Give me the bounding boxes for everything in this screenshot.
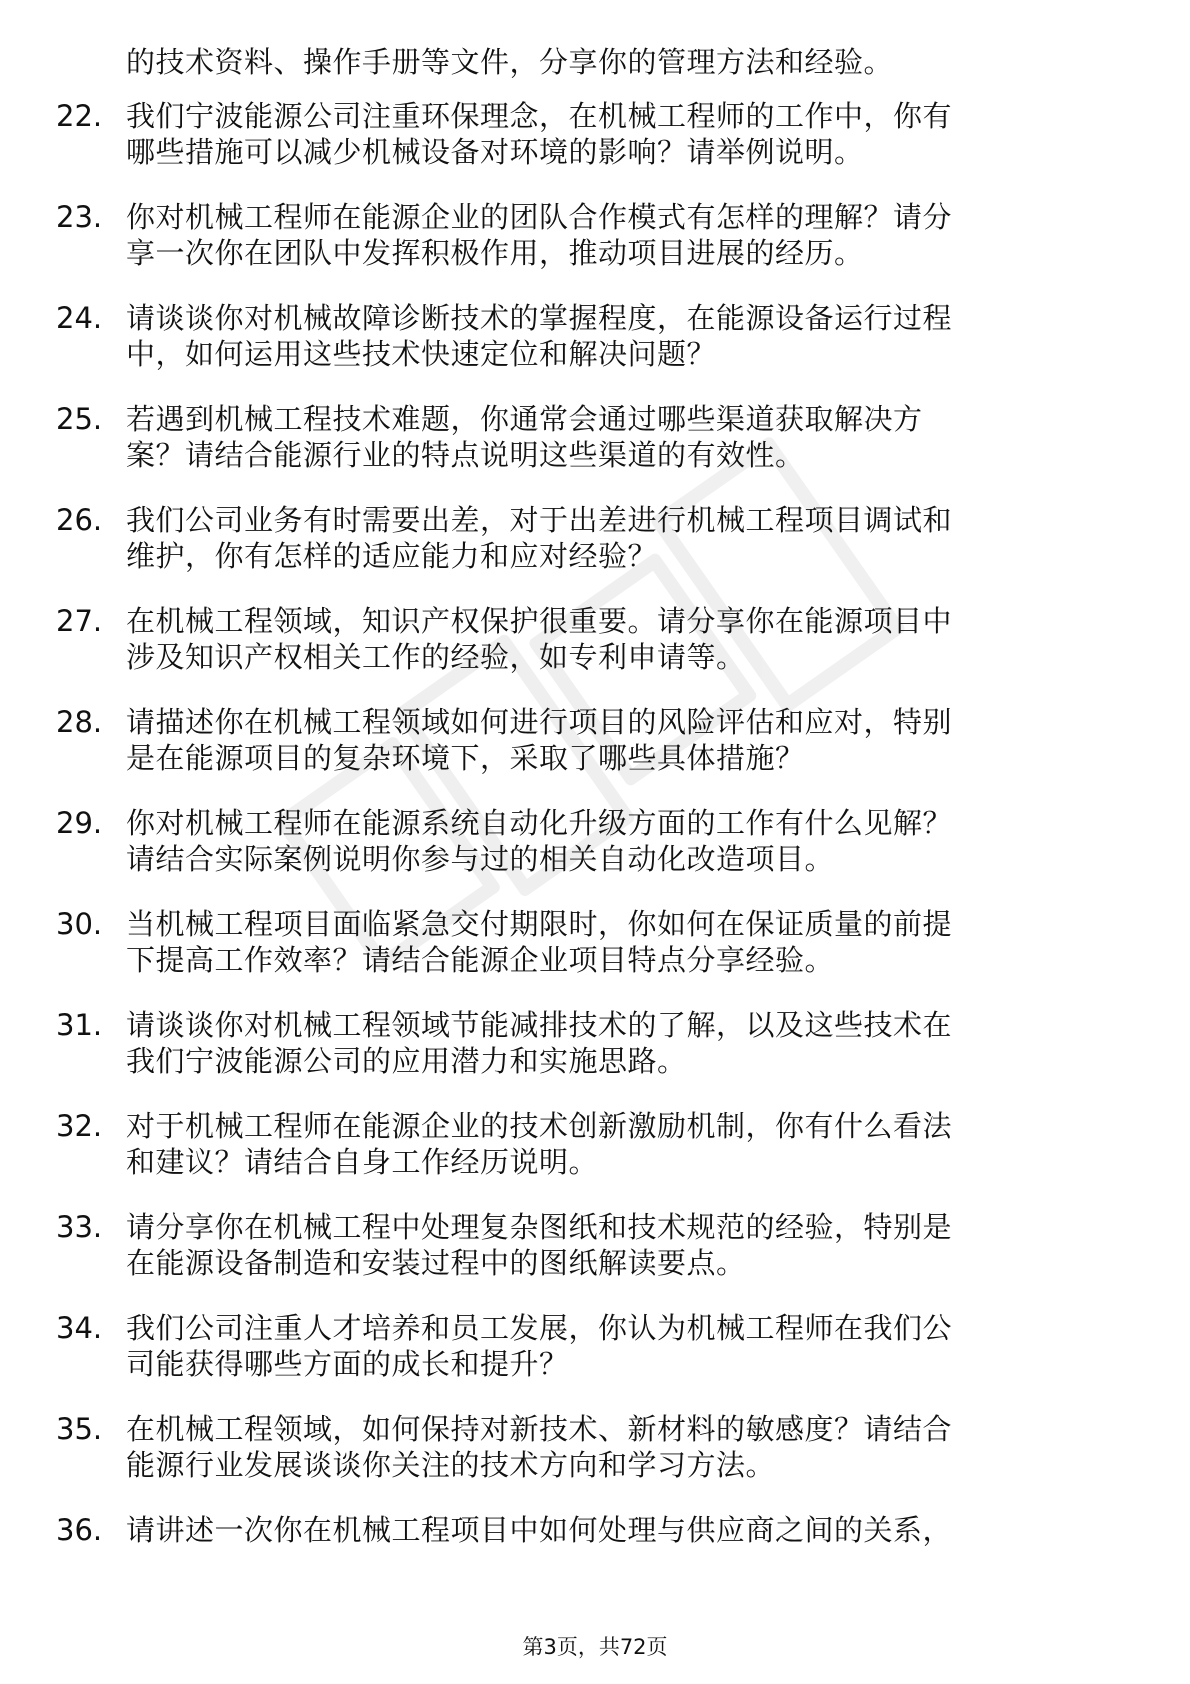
question-text (126, 502, 1106, 574)
question-item (0, 805, 1190, 906)
question-line: 能源行业发展谈谈你关注的技术方向和学习方法。 (126, 1448, 776, 1482)
question-number: 29. (56, 806, 103, 840)
question-text (126, 98, 1106, 170)
question-item (0, 1108, 1190, 1209)
question-line: 你对机械工程师在能源系统自动化升级方面的工作有什么见解？ (126, 806, 953, 840)
question-number: 27. (56, 604, 103, 638)
question-item (0, 1411, 1190, 1512)
question-text (126, 1108, 1106, 1180)
question-list (0, 98, 1190, 1613)
question-number: 31. (56, 1008, 103, 1042)
question-line: 我们宁波能源公司注重环保理念，在机械工程师的工作中，你有 (126, 99, 953, 133)
question-item (0, 502, 1190, 603)
question-number: 26. (56, 503, 103, 537)
question-line: 若遇到机械工程技术难题，你通常会通过哪些渠道获取解决方 (126, 402, 923, 436)
question-text (126, 199, 1106, 271)
question-line: 我们公司注重人才培养和员工发展，你认为机械工程师在我们公 (126, 1311, 953, 1345)
question-item (0, 199, 1190, 300)
question-text (126, 300, 1106, 372)
question-text (126, 704, 1106, 776)
question-number: 25. (56, 402, 103, 436)
question-line: 请谈谈你对机械工程领域节能减排技术的了解，以及这些技术在 (126, 1008, 953, 1042)
question-text (126, 906, 1106, 978)
question-line: 下提高工作效率？请结合能源企业项目特点分享经验。 (126, 943, 835, 977)
question-number: 28. (56, 705, 103, 739)
question-line: 中，如何运用这些技术快速定位和解决问题？ (126, 337, 717, 371)
question-line: 在机械工程领域，知识产权保护很重要。请分享你在能源项目中 (126, 604, 953, 638)
question-item (0, 603, 1190, 704)
question-line: 哪些措施可以减少机械设备对环境的影响？请举例说明。 (126, 135, 864, 169)
question-line: 在能源设备制造和安装过程中的图纸解读要点。 (126, 1246, 746, 1280)
question-text (126, 1007, 1106, 1079)
question-text (126, 1512, 1106, 1548)
question-item (0, 1007, 1190, 1108)
question-line: 请分享你在机械工程中处理复杂图纸和技术规范的经验，特别是 (126, 1210, 953, 1244)
question-line: 是在能源项目的复杂环境下，采取了哪些具体措施？ (126, 741, 805, 775)
question-number: 36. (56, 1513, 103, 1547)
question-line: 对于机械工程师在能源企业的技术创新激励机制，你有什么看法 (126, 1109, 953, 1143)
question-number: 22. (56, 99, 103, 133)
question-text (126, 1411, 1106, 1483)
question-line: 案？请结合能源行业的特点说明这些渠道的有效性。 (126, 438, 805, 472)
question-line: 涉及知识产权相关工作的经验，如专利申请等。 (126, 640, 746, 674)
question-line: 我们宁波能源公司的应用潜力和实施思路。 (126, 1044, 687, 1078)
question-number: 23. (56, 200, 103, 234)
question-text (126, 805, 1106, 877)
page-footer: 第3页，共72页 (522, 1635, 668, 1659)
question-item (0, 1310, 1190, 1411)
question-text (126, 603, 1106, 675)
question-item (0, 906, 1190, 1007)
question-line: 请结合实际案例说明你参与过的相关自动化改造项目。 (126, 842, 835, 876)
question-line: 维护，你有怎样的适应能力和应对经验？ (126, 539, 658, 573)
question-line: 和建议？请结合自身工作经历说明。 (126, 1145, 599, 1179)
question-number: 33. (56, 1210, 103, 1244)
question-number: 35. (56, 1412, 103, 1446)
question-item (0, 1209, 1190, 1310)
question-line: 在机械工程领域，如何保持对新技术、新材料的敏感度？请结合 (126, 1412, 953, 1446)
question-number: 32. (56, 1109, 103, 1143)
question-line: 你对机械工程师在能源企业的团队合作模式有怎样的理解？请分 (126, 200, 953, 234)
continued-question-text: 的技术资料、操作手册等文件，分享你的管理方法和经验。 (126, 45, 894, 79)
question-text (126, 1310, 1106, 1382)
question-line: 我们公司业务有时需要出差，对于出差进行机械工程项目调试和 (126, 503, 953, 537)
question-item (0, 300, 1190, 401)
question-number: 30. (56, 907, 103, 941)
question-item (0, 401, 1190, 502)
question-line: 司能获得哪些方面的成长和提升？ (126, 1347, 569, 1381)
question-line: 当机械工程项目面临紧急交付期限时，你如何在保证质量的前提 (126, 907, 953, 941)
question-text (126, 1209, 1106, 1281)
question-number: 34. (56, 1311, 103, 1345)
question-number: 24. (56, 301, 103, 335)
question-line: 请描述你在机械工程领域如何进行项目的风险评估和应对，特别 (126, 705, 953, 739)
question-line: 请讲述一次你在机械工程项目中如何处理与供应商之间的关系， (126, 1513, 953, 1547)
question-item (0, 98, 1190, 199)
question-text (126, 401, 1106, 473)
question-item (0, 1512, 1190, 1613)
question-line: 享一次你在团队中发挥积极作用，推动项目进展的经历。 (126, 236, 864, 270)
question-line: 请谈谈你对机械故障诊断技术的掌握程度，在能源设备运行过程 (126, 301, 953, 335)
question-item (0, 704, 1190, 805)
